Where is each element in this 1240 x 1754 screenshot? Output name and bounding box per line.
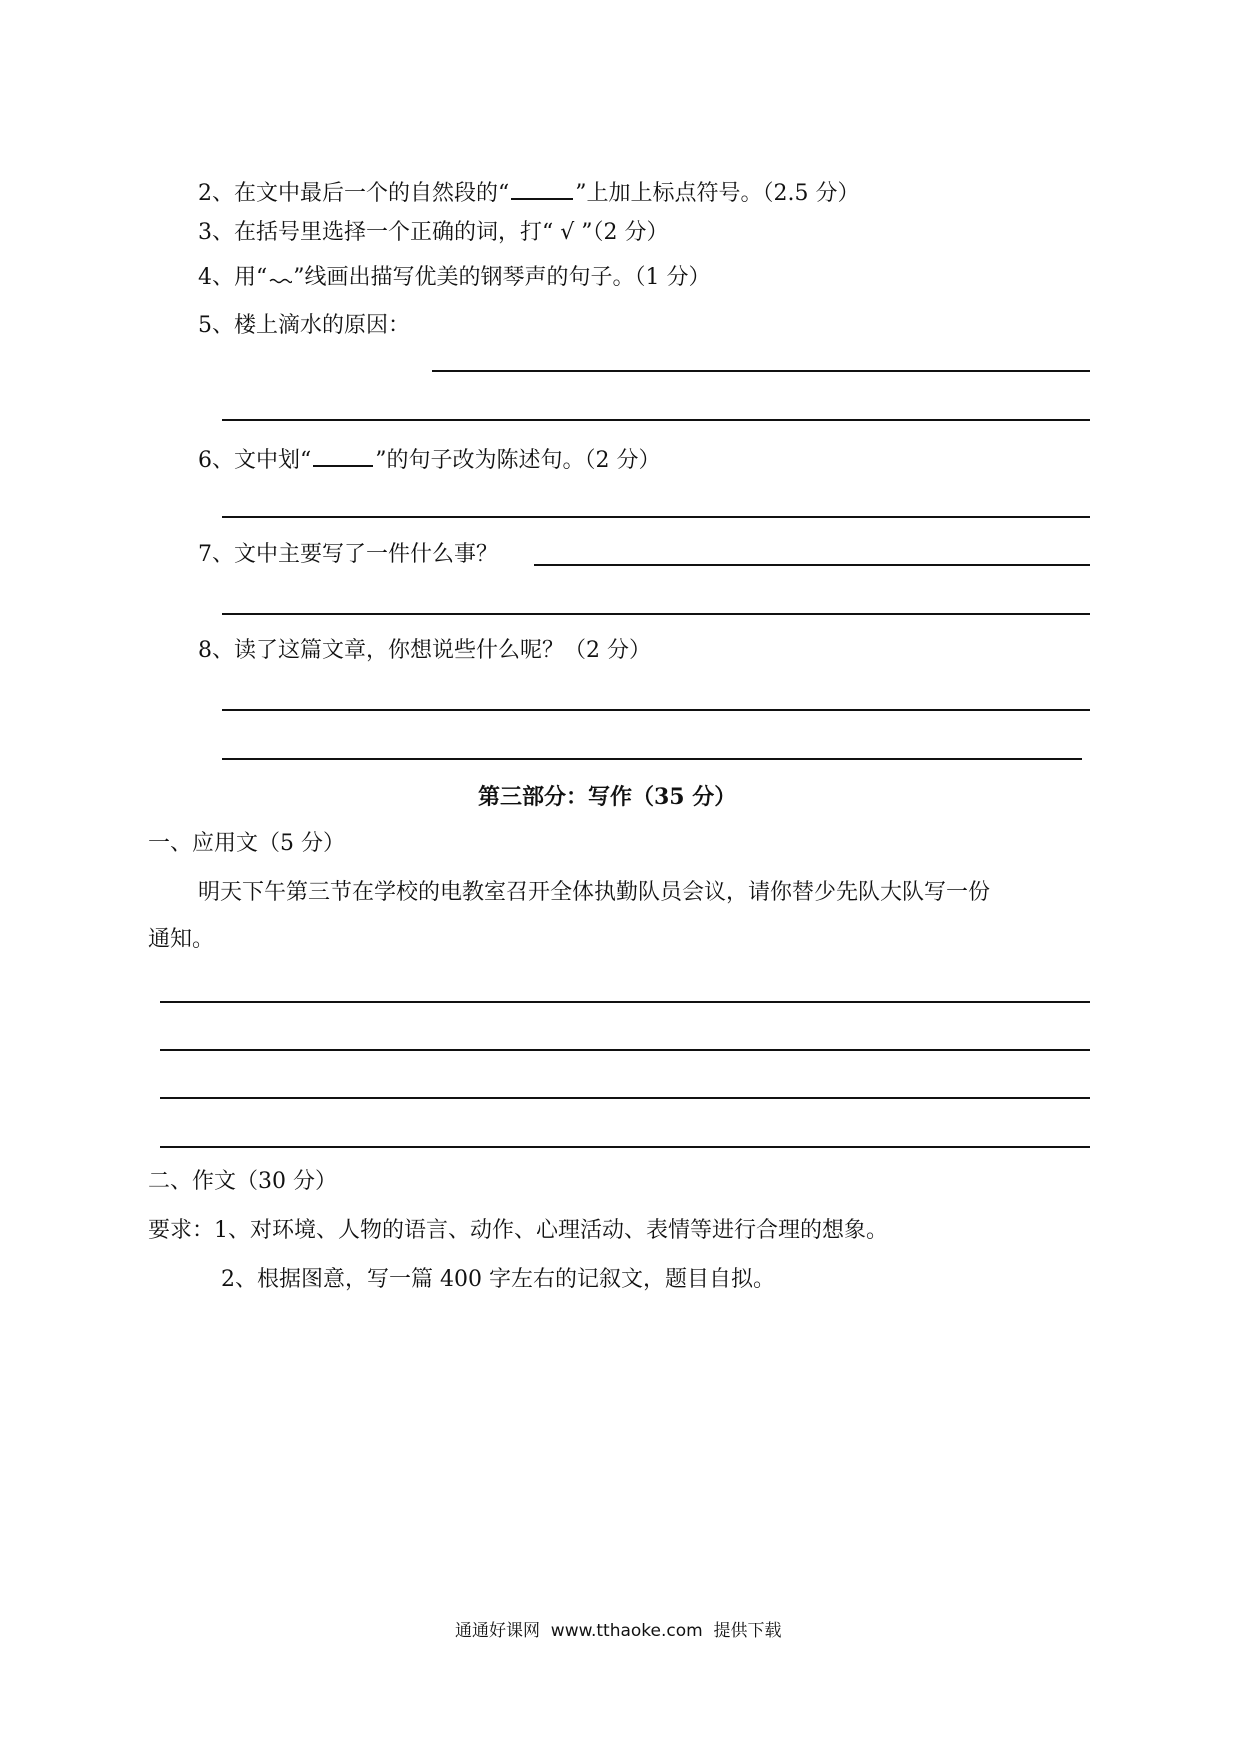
question-3 bbox=[198, 218, 669, 248]
section-title-composition: 二、作文（30 分） bbox=[148, 1169, 337, 1194]
question-2 bbox=[198, 176, 859, 209]
question-5 bbox=[198, 311, 410, 341]
section-heading: 第三部分：写作（35 分） bbox=[478, 784, 737, 810]
question-text: 读了这篇文章，你想说些什么呢？（2 分） bbox=[234, 638, 651, 663]
answer-line[interactable] bbox=[160, 1001, 1090, 1003]
question-number: 7、 bbox=[198, 542, 234, 567]
requirement-label: 要求： bbox=[148, 1218, 215, 1243]
question-6 bbox=[198, 443, 661, 476]
section-title-applied-writing: 一、应用文（5 分） bbox=[148, 831, 345, 856]
question-number: 8、 bbox=[198, 638, 234, 663]
question-number: 2、 bbox=[198, 181, 234, 206]
question-text-before: 在文中最后一个的自然段的“ bbox=[234, 181, 510, 206]
question-number: 6、 bbox=[198, 448, 234, 473]
question-text: 在括号里选择一个正确的词，打“ √ ”（2 分） bbox=[234, 220, 669, 245]
question-text-after: ”上加上标点符号。（2.5 分） bbox=[575, 181, 860, 206]
requirement-1: 1、对环境、人物的语言、动作、心理活动、表情等进行合理的想象。 bbox=[214, 1218, 889, 1243]
writing-prompt-line: 通知。 bbox=[148, 927, 215, 952]
question-text-after: ”线画出描写优美的钢琴声的句子。（1 分） bbox=[293, 265, 711, 290]
page-footer: 通通好课网 www.tthaoke.com 提供下载 bbox=[455, 1621, 782, 1641]
answer-line[interactable] bbox=[222, 709, 1090, 711]
question-text: 文中主要写了一件什么事？ bbox=[234, 542, 499, 567]
question-text-before: 文中划“ bbox=[234, 448, 312, 473]
answer-line[interactable] bbox=[534, 564, 1090, 566]
question-7 bbox=[198, 540, 498, 570]
question-text: 楼上滴水的原因： bbox=[234, 313, 411, 338]
answer-line[interactable] bbox=[222, 613, 1090, 615]
answer-line[interactable] bbox=[222, 758, 1082, 760]
question-text-after: ”的句子改为陈述句。（2 分） bbox=[375, 448, 661, 473]
requirement-2: 2、根据图意，写一篇 400 字左右的记叙文，题目自拟。 bbox=[221, 1267, 775, 1292]
question-8 bbox=[198, 636, 651, 666]
answer-line[interactable] bbox=[222, 419, 1090, 421]
answer-line[interactable] bbox=[222, 516, 1090, 518]
answer-blank[interactable] bbox=[511, 176, 573, 200]
answer-line[interactable] bbox=[432, 370, 1090, 372]
question-text-before: 用“ bbox=[234, 265, 268, 290]
answer-line[interactable] bbox=[160, 1097, 1090, 1099]
question-4 bbox=[198, 263, 711, 293]
writing-prompt-line: 明天下午第三节在学校的电教室召开全体执勤队员会议，请你替少先队大队写一份 bbox=[198, 880, 991, 905]
answer-line[interactable] bbox=[160, 1049, 1090, 1051]
requirement-line bbox=[148, 1216, 888, 1246]
question-number: 4、 bbox=[198, 265, 234, 290]
wavy-line-icon bbox=[268, 266, 292, 284]
answer-line[interactable] bbox=[160, 1146, 1090, 1148]
underline-marker bbox=[313, 443, 373, 467]
question-number: 5、 bbox=[198, 313, 234, 338]
question-number: 3、 bbox=[198, 220, 234, 245]
